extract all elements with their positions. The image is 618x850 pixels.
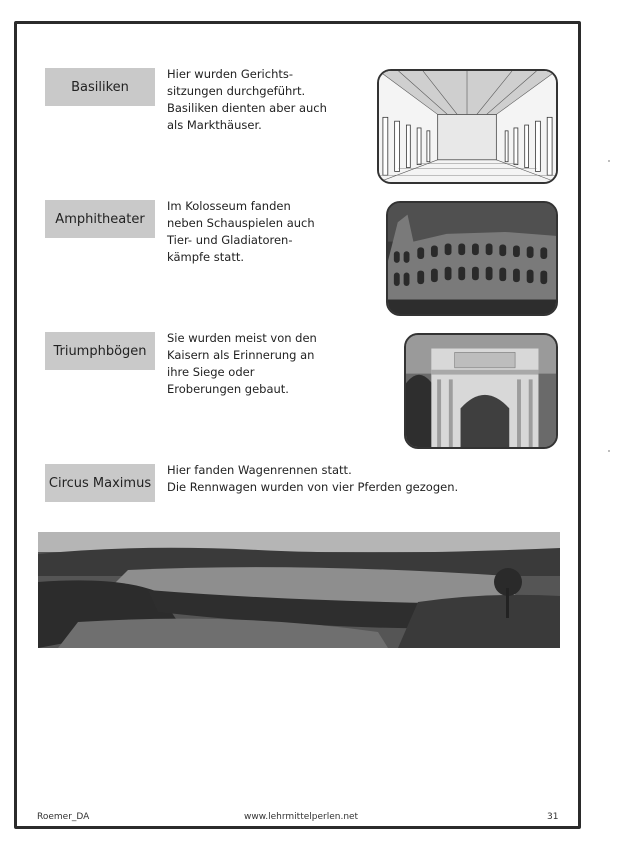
scan-dot xyxy=(608,160,610,162)
circus-maximus-panorama-image xyxy=(38,532,560,648)
footer-website: www.lehrmittelperlen.net xyxy=(244,812,359,822)
section-text-triumphboegen: Sie wurden meist von den Kaisern als Erinnerung an ihre Siege oder Eroberungen gebaut. xyxy=(167,331,317,396)
section-label-triumphboegen: Triumphbögen xyxy=(45,332,155,370)
section-text-basiliken: Hier wurden Gerichts- sitzungen durchgeführt. Basiliken dienten aber auch als Markthäuser. xyxy=(167,67,327,132)
section-text-amphitheater: Im Kolosseum fanden neben Schauspielen auch Tier- und Gladiatoren- kämpfe statt. xyxy=(167,199,315,264)
section-label-circus-maximus: Circus Maximus xyxy=(45,464,155,502)
section-label-basiliken: Basiliken xyxy=(45,68,155,106)
footer-document-id: Roemer_DA xyxy=(37,812,90,822)
colosseum-image xyxy=(386,201,558,316)
triumphal-arch-image xyxy=(404,333,558,449)
basilica-interior-image xyxy=(377,69,558,184)
section-text-circus-maximus: Hier fanden Wagenrennen statt. Die Rennwagen wurden von vier Pferden gezogen. xyxy=(167,463,459,494)
section-label-amphitheater: Amphitheater xyxy=(45,200,155,238)
scan-dot xyxy=(608,450,610,452)
footer-page-number: 31 xyxy=(547,812,559,822)
